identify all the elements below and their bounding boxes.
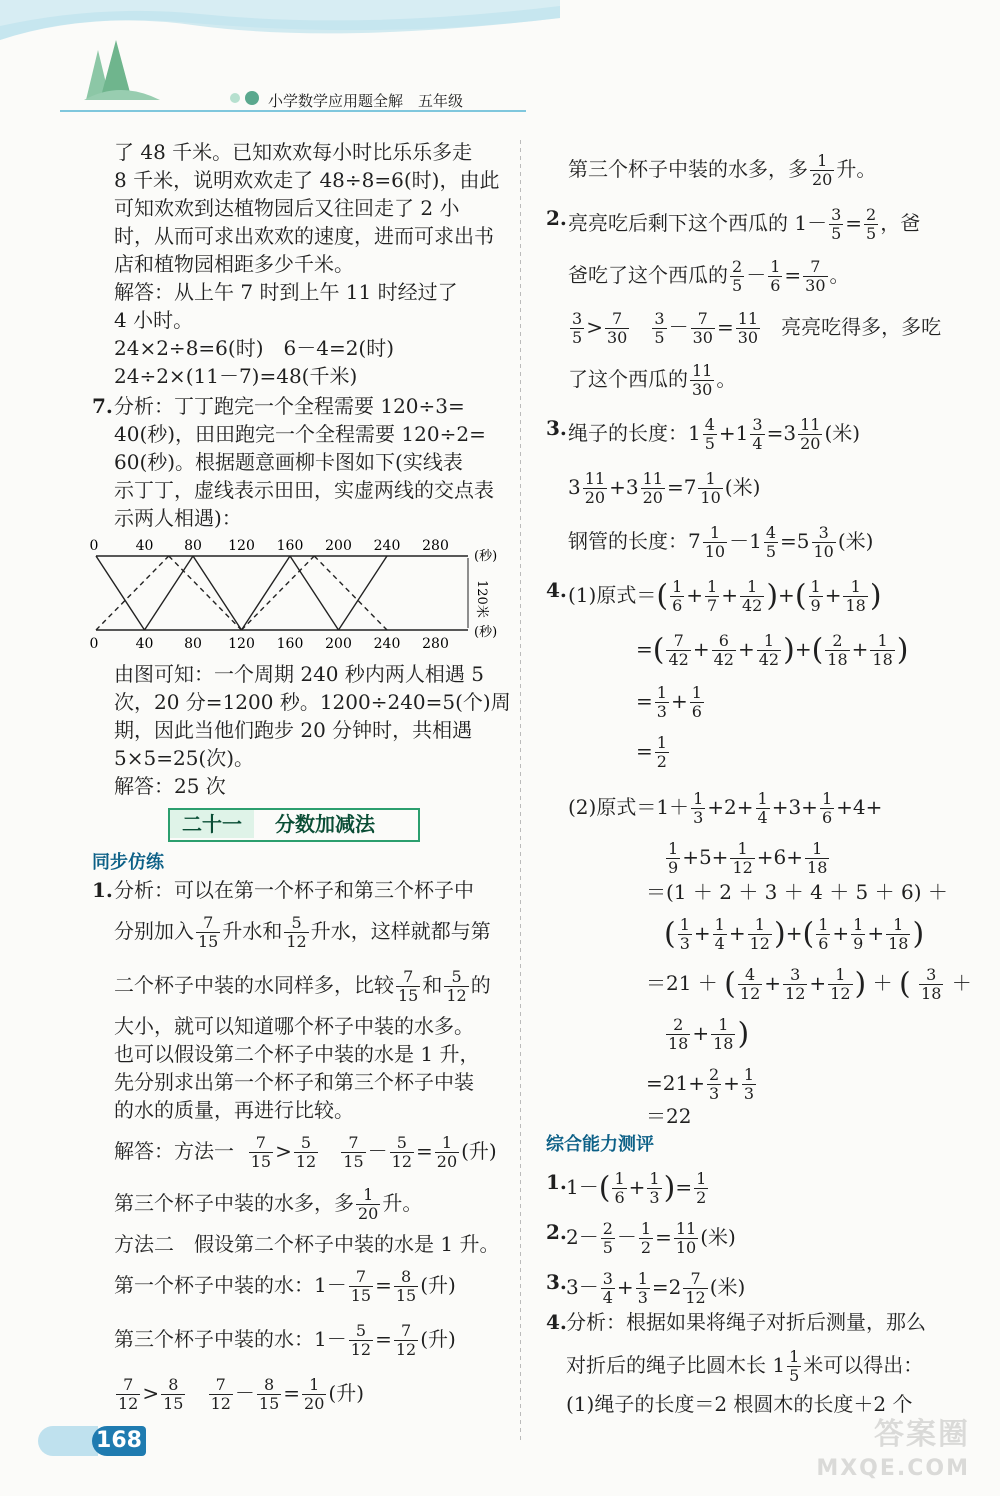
section-number: 二十一 bbox=[170, 810, 254, 838]
tick-label-bottom: 0 bbox=[89, 636, 99, 652]
text-line: 期，因此当他们跑步 20 分钟时，共相遇 bbox=[114, 718, 473, 742]
dashed-path-segment bbox=[96, 556, 169, 630]
question-number: 7. bbox=[92, 394, 113, 418]
tick-label-top: 280 bbox=[422, 538, 449, 554]
formula-line: 2－ $\frac{2}{5}$ － $\frac{1}{2}$ = $\frac{11}{10}$ (米) bbox=[566, 1219, 736, 1257]
formula-line: (1)原式＝( $\frac{1}{6}$ + $\frac{1}{7}$ + $\frac{1}{42}$ )+( $\frac{1}{9}$ + $\frac{1}{18}$ ) bbox=[568, 577, 882, 615]
formula-line: =21+ $\frac{2}{3}$ + $\frac{1}{3}$ bbox=[646, 1065, 755, 1103]
tick-label-bottom: 120 bbox=[228, 636, 255, 652]
formula-line: ＝22 bbox=[646, 1104, 692, 1128]
header-title: 小学数学应用题全解 五年级 bbox=[268, 92, 464, 110]
formula-line: 1－( $\frac{1}{6}$ + $\frac{1}{3}$ )= $\frac{1}{2}$ bbox=[566, 1169, 707, 1207]
tick-label-top: 80 bbox=[184, 538, 202, 554]
question-number: 2. bbox=[546, 206, 567, 230]
section-title: 分数加减法 bbox=[275, 812, 375, 836]
formula-line: $\frac{3}{5}$ > $\frac{7}{30}$ $\frac{3}{5}$ － $\frac{7}{30}$ = $\frac{11}{30}$ 亮亮吃得多，多吃 bbox=[572, 309, 942, 347]
text-line: 40(秒)，田田跑完一个全程需要 120÷2= bbox=[114, 422, 486, 446]
question-number: 1. bbox=[546, 1170, 567, 1194]
formula-line: = $\frac{1}{3}$ + $\frac{1}{6}$ bbox=[636, 683, 702, 721]
text-line: 分析：可以在第一个杯子和第三个杯子中 bbox=[114, 878, 474, 902]
text-line: 4 小时。 bbox=[114, 308, 194, 332]
solid-path-segment bbox=[96, 556, 145, 630]
formula-line: 绳子的长度：1 $\frac{4}{5}$ +1 $\frac{3}{4}$ =3 $\frac{11}{20}$ (米) bbox=[568, 415, 861, 453]
text-line: 60(秒)。根据题意画柳卡图如下(实线表 bbox=[114, 450, 463, 474]
question-number: 4. bbox=[546, 1310, 567, 1334]
text-line: 第三个杯子中装的水多，多 $\frac{1}{20}$ 升。 bbox=[568, 151, 877, 189]
dashed-path-segment bbox=[314, 556, 387, 630]
text-line: 分别加入 $\frac{7}{15}$ 升水和 $\frac{5}{12}$ 升水，这样就都与第 bbox=[114, 913, 491, 951]
text-line: 分析：根据如果将绳子对折后测量，那么 bbox=[566, 1310, 926, 1334]
text-line: 第三个杯子中装的水多，多 $\frac{1}{20}$ 升。 bbox=[114, 1185, 423, 1223]
formula-line: 第三个杯子中装的水：1－ $\frac{5}{12}$ = $\frac{7}{12}$ (升) bbox=[114, 1321, 456, 1359]
text-line: 次，20 分=1200 秒。1200÷240=5(个)周 bbox=[114, 690, 511, 714]
column-divider bbox=[520, 140, 521, 1440]
tick-label-top: 200 bbox=[325, 538, 352, 554]
tick-label-top: 0 bbox=[89, 538, 99, 554]
solid-path-segment bbox=[242, 556, 291, 630]
formula-line: 3－ $\frac{3}{4}$ + $\frac{1}{3}$ =2 $\frac{7}{12}$ (米) bbox=[566, 1269, 746, 1307]
solid-path-segment bbox=[193, 556, 242, 630]
formula-line: 解答：方法一 $\frac{7}{15}$ > $\frac{5}{12}$ $\frac{7}{15}$ － $\frac{5}{12}$ = $\frac{1}{20}$ (升) bbox=[114, 1133, 497, 1171]
text-line: 先分别求出第一个杯子和第三个杯子中装 bbox=[114, 1070, 474, 1094]
text-line: 24÷2×(11－7)=48(千米) bbox=[114, 364, 358, 388]
text-line: 方法二 假设第二个杯子中装的水是 1 升。 bbox=[114, 1232, 500, 1256]
subsection-heading: 同步仿练 bbox=[92, 852, 164, 873]
tick-label-bottom: 240 bbox=[373, 636, 401, 652]
formula-line: 亮亮吃后剩下这个西瓜的 1－ $\frac{3}{5}$ = $\frac{2}{5}$ ，爸 bbox=[568, 205, 921, 243]
text-line: 对折后的绳子比圆木长 1 $\frac{1}{5}$ 米可以得出： bbox=[566, 1347, 924, 1385]
question-number: 2. bbox=[546, 1220, 567, 1244]
text-line: 8 千米，说明欢欢走了 48÷8=6(时)，由此 bbox=[114, 168, 500, 192]
text-line: 了这个西瓜的 $\frac{11}{30}$ 。 bbox=[568, 361, 737, 399]
page-number-tab bbox=[38, 1426, 98, 1456]
formula-line: ＝(1 ＋ 2 ＋ 3 ＋ 4 ＋ 5 ＋ 6) ＋ bbox=[646, 880, 948, 904]
formula-line: ( $\frac{1}{3}$ + $\frac{1}{4}$ + $\frac{1}{12}$ )+( $\frac{1}{6}$ + $\frac{1}{9}$ + $\frac{1}{18}$ ) bbox=[664, 915, 925, 953]
dashed-path-segment bbox=[242, 556, 315, 630]
text-line: 大小，就可以知道哪个杯子中装的水多。 bbox=[114, 1014, 474, 1038]
text-line: 示丁丁，虚线表示田田，实虚两线的交点表 bbox=[114, 478, 494, 502]
text-line: 的水的质量，再进行比较。 bbox=[114, 1098, 354, 1122]
formula-line: =( $\frac{7}{42}$ + $\frac{6}{42}$ + $\frac{1}{42}$ )+( $\frac{2}{18}$ + $\frac{1}{18}$ ) bbox=[636, 631, 909, 669]
text-line: 解答：从上午 7 时到上午 11 时经过了 bbox=[114, 280, 458, 304]
text-line: 二个杯子中装的水同样多，比较 $\frac{7}{15}$ 和 $\frac{5}{12}$ 的 bbox=[114, 967, 491, 1005]
text-line: 24×2÷8=6(时) 6－4=2(时) bbox=[114, 336, 395, 360]
unit-label-top: (秒) bbox=[474, 549, 498, 564]
page-number: 168 bbox=[92, 1426, 146, 1456]
tick-label-top: 120 bbox=[228, 538, 255, 554]
tick-label-top: 40 bbox=[135, 538, 154, 554]
text-line: 了 48 千米。已知欢欢每小时比乐乐多走 bbox=[114, 140, 473, 164]
text-line: 也可以假设第二个杯子中装的水是 1 升， bbox=[114, 1042, 480, 1066]
formula-line: 钢管的长度：7 $\frac{1}{10}$ －1 $\frac{4}{5}$ =5 $\frac{3}{10}$ (米) bbox=[568, 523, 874, 561]
text-line: 解答：25 次 bbox=[114, 774, 226, 798]
formula-line: ＝21 ＋ ( $\frac{4}{12}$ + $\frac{3}{12}$ + $\frac{1}{12}$ ) ＋ ( $\frac{3}{18}$ ＋ bbox=[646, 965, 972, 1003]
text-line: 分析：丁丁跑完一个全程需要 120÷3= bbox=[114, 394, 465, 418]
tick-label-bottom: 160 bbox=[276, 636, 304, 652]
subsection-heading: 综合能力测评 bbox=[546, 1134, 654, 1155]
solid-path-segment bbox=[339, 556, 388, 630]
formula-line: $\frac{2}{18}$ + $\frac{1}{18}$ ) bbox=[668, 1015, 750, 1053]
formula-line: 3 $\frac{11}{20}$ +3 $\frac{11}{20}$ =7 $\frac{1}{10}$ (米) bbox=[568, 469, 761, 507]
tick-label-bottom: 280 bbox=[422, 636, 449, 652]
question-number: 3. bbox=[546, 416, 567, 440]
text-line: 示两人相遇)： bbox=[114, 506, 242, 530]
question-number: 4. bbox=[546, 578, 567, 602]
tick-label-top: 160 bbox=[276, 538, 304, 554]
watermark: 答案圈 MXQE.COM bbox=[816, 1417, 970, 1481]
dashed-path-segment bbox=[169, 556, 242, 630]
tree-icon bbox=[84, 40, 160, 100]
solid-path-segment bbox=[290, 556, 339, 630]
unit-label-bottom: (秒) bbox=[474, 625, 498, 640]
text-line: 5×5=25(次)。 bbox=[114, 746, 255, 770]
formula-line: = $\frac{1}{2}$ bbox=[636, 733, 667, 771]
tick-label-bottom: 200 bbox=[325, 636, 352, 652]
solid-path-segment bbox=[145, 556, 194, 630]
distance-label: 120米 bbox=[474, 580, 489, 618]
tick-label-top: 240 bbox=[373, 538, 401, 554]
text-line: 时，从而可求出欢欢的速度，进而可求出书 bbox=[114, 224, 494, 248]
question-number: 3. bbox=[546, 1270, 567, 1294]
liuka-diagram bbox=[86, 532, 510, 654]
text-line: 店和植物园相距多少千米。 bbox=[114, 252, 354, 276]
formula-line: (2)原式＝1＋ $\frac{1}{3}$ +2+ $\frac{1}{4}$ +3+ $\frac{1}{6}$ +4+ bbox=[568, 789, 883, 827]
question-number: 1. bbox=[92, 878, 113, 902]
tick-label-bottom: 40 bbox=[135, 636, 154, 652]
formula-line: $\frac{1}{9}$ +5+ $\frac{1}{12}$ +6+ $\frac{1}{18}$ bbox=[668, 839, 828, 877]
formula-line: 爸吃了这个西瓜的 $\frac{2}{5}$ － $\frac{1}{6}$ = $\frac{7}{30}$ 。 bbox=[568, 257, 850, 295]
text-line: (1)绳子的长度＝2 根圆木的长度＋2 个 bbox=[566, 1392, 913, 1416]
text-line: 可知欢欢到达植物园后又往回走了 2 小 bbox=[114, 196, 460, 220]
formula-line: 第一个杯子中装的水：1－ $\frac{7}{15}$ = $\frac{8}{15}$ (升) bbox=[114, 1267, 456, 1305]
formula-line: $\frac{7}{12}$ > $\frac{8}{15}$ $\frac{7}{12}$ － $\frac{8}{15}$ = $\frac{1}{20}$ (升) bbox=[118, 1375, 365, 1413]
tick-label-bottom: 80 bbox=[184, 636, 202, 652]
text-line: 由图可知：一个周期 240 秒内两人相遇 5 bbox=[114, 662, 484, 686]
